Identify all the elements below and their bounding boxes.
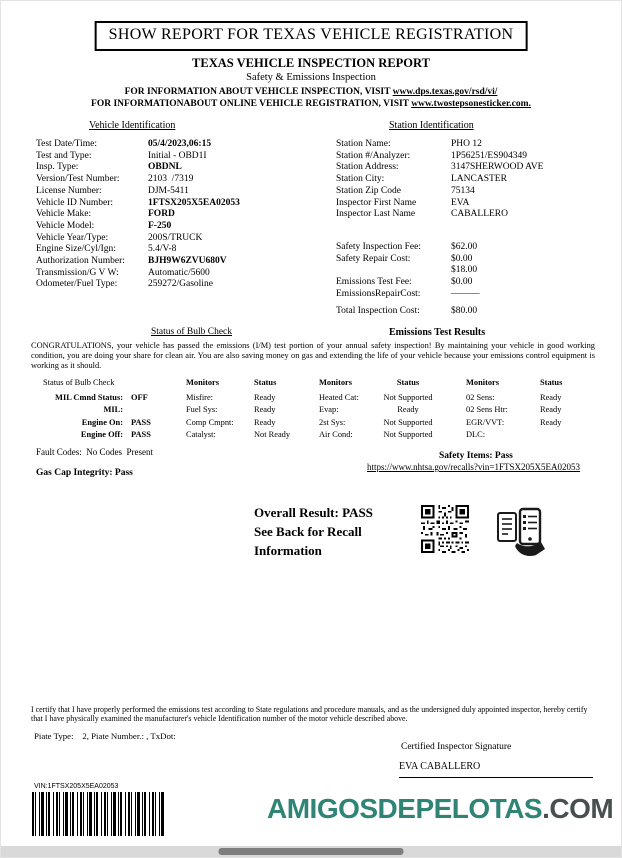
field-value: F-250: [148, 220, 172, 231]
field-label: Station #/Analyzer:: [336, 150, 411, 161]
fee-row: [336, 265, 594, 277]
field-label: Station City:: [336, 174, 385, 185]
viewer-bottom-bar: [1, 846, 621, 857]
field-label: Vehicle Model:: [36, 220, 95, 231]
field-value: LANCASTER: [451, 174, 507, 185]
field-value: 75134: [451, 185, 475, 196]
field-label: Transmission/G V W:: [36, 267, 119, 278]
field-row: [36, 256, 328, 268]
field-value: FORD: [148, 209, 175, 220]
status-header: Status: [396, 378, 420, 387]
cell-value: Ready: [254, 405, 276, 415]
field-value: CABALLERO: [451, 209, 508, 220]
field-row: [336, 162, 594, 174]
cell-value: Not Supported: [383, 429, 433, 439]
report-title: TEXAS VEHICLE INSPECTION REPORT: [192, 56, 430, 70]
status-header: Status: [254, 378, 277, 387]
field-row: [36, 151, 328, 163]
table-row: [466, 405, 594, 417]
fee-label: Safety Repair Cost:: [336, 253, 411, 264]
congratulations-paragraph: CONGRATULATIONS, your vehicle has passed the emissions (I/M) test portion of your annual safety inspection! By maintaining your vehicle in good working condition, you are doing your share for clean air. You are also saving money on gas and extending the life of your vehicle because your emissions control equipment is working as it should.: [31, 341, 595, 370]
field-value: PHO 12: [451, 139, 482, 149]
cell-value: Ready: [540, 405, 562, 415]
cell-label: Air Cond:: [319, 429, 353, 439]
field-value: 05/4/2023,06:15: [148, 139, 212, 149]
field-row: [336, 186, 594, 198]
table-row: [319, 405, 451, 417]
safety-items-result: Safety Items: Pass: [439, 451, 513, 461]
cell-label: DLC:: [466, 429, 486, 439]
banner-title-box: [95, 21, 528, 51]
fee-value: $0.00: [451, 253, 473, 264]
table-row: [43, 430, 151, 442]
field-row: [36, 244, 328, 256]
table-row: [186, 418, 316, 430]
cell-value: Not Supported: [383, 417, 433, 427]
field-value: 2103 /7319: [148, 174, 194, 185]
cell-label: Comp Cmpnt:: [186, 417, 234, 427]
field-value: 3147SHERWOOD AVE: [451, 162, 544, 173]
fee-label: Emissions Test Fee:: [336, 277, 412, 288]
field-label: Odometer/Fuel Type:: [36, 279, 118, 290]
cell-label: Fuel Sys:: [186, 405, 218, 415]
recall-lookup-link[interactable]: https://www.nhtsa.gov/recalls?vin=1FTSX205X5EA02053: [367, 462, 580, 472]
field-value: Automatic/5600: [148, 267, 210, 278]
fee-row: [336, 277, 594, 289]
fault-codes-line: Fault Codes: No Codes Present: [36, 447, 153, 457]
table-row: [319, 393, 451, 405]
recall-note-line-1: See Back for Recall: [254, 524, 362, 539]
field-row: [36, 139, 328, 151]
field-row: [36, 186, 328, 198]
cell-label: MIL Cmnd Status:: [55, 393, 123, 402]
cell-label: Heated Cat:: [319, 393, 359, 402]
field-value: 200S/TRUCK: [148, 232, 203, 243]
field-value: Initial - OBD1I: [148, 150, 207, 161]
monitors-table-1: [186, 378, 316, 442]
bulb-check-table: [43, 378, 151, 442]
plate-info-line: Piate Type: 2, Piate Number.: , TxDot:: [34, 731, 176, 741]
field-label: Test and Type:: [36, 150, 92, 161]
watermark-suffix: .COM: [542, 793, 614, 824]
qr-code: [421, 505, 469, 553]
vin-barcode: [32, 792, 166, 836]
cell-label: Engine Off:: [80, 429, 123, 439]
cell-label: 02 Sens:: [466, 393, 495, 402]
cell-value: Ready: [254, 417, 276, 427]
cell-value: PASS: [131, 417, 151, 427]
bulb-check-table-header: Status of Bulb Check: [43, 378, 115, 387]
cell-value: Ready: [540, 393, 562, 402]
table-row: [466, 430, 594, 442]
field-row: [36, 174, 328, 186]
station-fields: [336, 139, 594, 221]
field-value: 1FTSX205X5EA02053: [148, 197, 240, 208]
field-label: Station Name:: [336, 139, 391, 149]
total-cost-label: Total Inspection Cost:: [336, 306, 420, 316]
horizontal-scrollbar-thumb[interactable]: [219, 848, 404, 855]
cell-value: Ready: [397, 405, 419, 415]
table-row: [186, 405, 316, 417]
table-row: [186, 430, 316, 442]
field-row: [336, 174, 594, 186]
cell-label: Misfire:: [186, 393, 213, 402]
gas-cap-integrity-result: Gas Cap Integrity: Pass: [36, 468, 133, 478]
table-row: [43, 405, 151, 417]
station-identification-header: Station Identification: [389, 120, 474, 131]
cell-label: Evap:: [319, 405, 339, 415]
table-row: [43, 393, 151, 405]
twosteps-link[interactable]: www.twostepsonesticker.com.: [411, 99, 531, 109]
field-row: [36, 221, 328, 233]
info-line-inspection-text: FOR INFORMATION ABOUT VEHICLE INSPECTION, VISIT: [124, 87, 393, 97]
field-label: Version/Test Number:: [36, 174, 120, 185]
status-header: Status: [540, 378, 563, 387]
fee-row: [336, 289, 594, 301]
vehicle-fields: [36, 139, 328, 291]
watermark: [267, 793, 613, 825]
cell-value: Not Supported: [383, 393, 433, 402]
info-line-inspection: [1, 87, 621, 97]
fee-label: EmissionsRepairCost:: [336, 288, 421, 299]
field-value: 1P56251/ES904349: [451, 150, 528, 161]
field-value: OBDNL: [148, 162, 182, 173]
field-row: [336, 139, 594, 151]
field-label: Engine Size/Cyl/Ign:: [36, 244, 116, 255]
info-line-registration: [1, 99, 621, 109]
phone-report-icon: [493, 506, 547, 560]
cell-value: Ready: [540, 417, 562, 427]
field-row: [336, 209, 594, 221]
overall-result-block: [254, 503, 373, 560]
field-value: DJM-5411: [148, 185, 189, 196]
field-label: Vehicle Year/Type:: [36, 232, 109, 243]
field-label: Authorization Number:: [36, 256, 125, 267]
fee-value: $18.00: [451, 265, 478, 276]
field-label: Vehicle Make:: [36, 209, 92, 220]
cell-label: Catalyst:: [186, 429, 216, 439]
banner-title: SHOW REPORT FOR TEXAS VEHICLE REGISTRATION: [108, 26, 514, 43]
field-label: Station Zip Code: [336, 185, 401, 196]
cell-label: Engine On:: [81, 417, 123, 427]
field-row: [36, 279, 328, 291]
table-row: [466, 393, 594, 405]
table-row: [43, 418, 151, 430]
watermark-brand: AMIGOSDEPELOTAS: [267, 793, 543, 824]
info-line-registration-text: FOR INFORMATIONABOUT ONLINE VEHICLE REGISTRATION, VISIT: [91, 99, 412, 109]
field-value: 5.4/V-8: [148, 244, 177, 255]
vin-barcode-label: VIN:1FTSX205X5EA02053: [34, 783, 119, 790]
signature-label: Certified Inspector Signature: [401, 742, 512, 752]
field-row: [36, 209, 328, 221]
inspector-signature: EVA CABALLERO: [399, 761, 593, 778]
cell-value: PASS: [131, 429, 151, 439]
field-row: [36, 162, 328, 174]
field-value: BJH9W6ZVU680V: [148, 256, 227, 267]
cell-label: 2st Sys:: [319, 417, 346, 427]
fees-block: [336, 242, 594, 301]
table-row: [319, 430, 451, 442]
fee-value: $62.00: [451, 242, 478, 252]
cell-label: 02 Sens Htr:: [466, 405, 508, 415]
report-subtitle: Safety & Emissions Inspection: [246, 72, 376, 83]
table-row: [466, 418, 594, 430]
monitors-header: Monitors: [319, 378, 353, 387]
fee-row: [336, 242, 594, 254]
fee-value: $0.00: [451, 277, 473, 288]
field-row: [336, 198, 594, 210]
cell-value: Ready: [254, 393, 276, 402]
cell-label: EGR/VVT:: [466, 417, 505, 427]
field-value: 259272/Gasoline: [148, 279, 213, 290]
fee-row: [336, 254, 594, 266]
field-row: [36, 233, 328, 245]
fee-value: ———: [451, 288, 480, 299]
field-label: Station Address:: [336, 162, 399, 173]
cell-value: OFF: [131, 393, 148, 402]
cell-value: Not Ready: [254, 429, 291, 439]
monitors-header: Monitors: [466, 378, 500, 387]
cell-label: MIL:: [103, 405, 123, 415]
field-row: [336, 151, 594, 163]
monitors-header: Monitors: [186, 378, 220, 387]
monitors-table-3: [466, 378, 594, 442]
total-cost-value: $80.00: [451, 306, 478, 316]
table-row: [319, 418, 451, 430]
field-value: EVA: [451, 197, 470, 208]
field-label: Inspector First Name: [336, 197, 417, 208]
field-label: Test Date/Time:: [36, 139, 97, 149]
field-row: [36, 268, 328, 280]
overall-result-line: Overall Result: PASS: [254, 505, 373, 520]
field-label: Inspector Last Name: [336, 209, 416, 220]
inspector-certification-text: I certify that I have properly performed the emissions test according to State regulations and procedure manuals, and as the undersigned duly appointed inspector, hereby certify that I have physically examined the manufacturer's vehicle Identification number of the motor vehicle described above.: [31, 705, 588, 724]
field-label: Vehicle ID Number:: [36, 197, 114, 208]
table-row: [186, 393, 316, 405]
field-label: Insp. Type:: [36, 162, 79, 173]
total-cost-row: [336, 306, 594, 318]
field-label: License Number:: [36, 185, 102, 196]
dps-link[interactable]: www.dps.texas.gov/rsd/vi/: [392, 87, 498, 97]
vehicle-identification-header: Vehicle Identification: [89, 120, 176, 131]
field-row: [36, 198, 328, 210]
bulb-check-section-title: Status of Bulb Check: [151, 327, 233, 337]
monitors-table-2: [319, 378, 451, 442]
fee-label: [336, 265, 451, 277]
recall-note-line-2: Information: [254, 543, 322, 558]
fee-label: Safety Inspection Fee:: [336, 242, 421, 252]
emissions-results-section-title: Emissions Test Results: [389, 327, 486, 338]
cell-value: [540, 430, 594, 442]
